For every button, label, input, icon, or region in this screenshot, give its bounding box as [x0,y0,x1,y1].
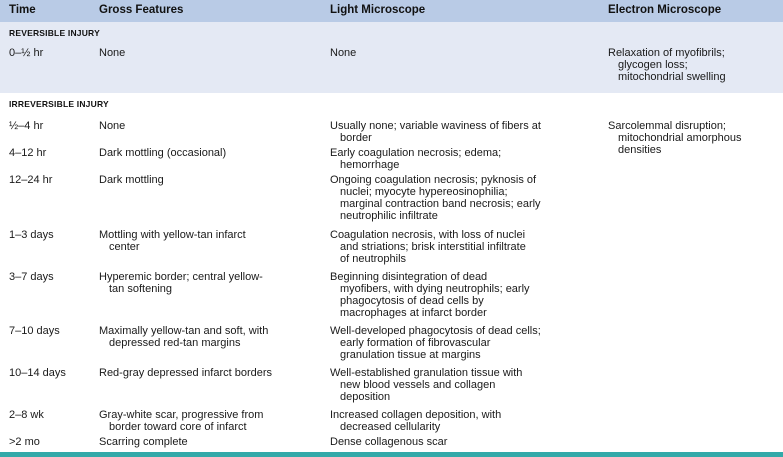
row-light: of neutrophils [340,253,407,265]
row-time: 4–12 hr [9,147,47,159]
row-light: macrophages at infarct border [340,307,487,319]
rev-electron-2: glycogen loss; [618,59,688,71]
row-gross: depressed red-tan margins [109,337,241,349]
row-light: hemorrhage [340,159,400,171]
row-light: and striations; brisk interstitial infiltrate [340,241,526,253]
row-gross: Hyperemic border; central yellow- [99,271,263,283]
row-gross: Maximally yellow-tan and soft, with [99,325,269,337]
rev-gross: None [99,47,126,59]
row-light: border [340,132,372,144]
row-time: ½–4 hr [9,120,44,132]
header-time: Time [9,4,36,16]
row-light: new blood vessels and collagen [340,379,496,391]
row-time: >2 mo [9,436,40,448]
row-gross: center [109,241,140,253]
header-light: Light Microscope [330,4,426,16]
row-light: Usually none; variable waviness of fibers at [330,120,541,132]
row-light: Well-developed phagocytosis of dead cells; [330,325,541,337]
row-light: early formation of fibrovascular [340,337,491,349]
row-time: 12–24 hr [9,174,53,186]
row-light: granulation tissue at margins [340,349,481,361]
header-electron: Electron Microscope [608,4,722,16]
row-light: deposition [340,391,391,403]
row-gross: Dark mottling [99,174,164,186]
rev-light: None [330,47,357,59]
row-light: Beginning disintegration of dead [330,271,488,283]
row-gross: Red-gray depressed infarct borders [99,367,273,379]
row-electron: mitochondrial amorphous [618,132,742,144]
row-light: marginal contraction band necrosis; early [340,198,541,210]
row-light: phagocytosis of dead cells by [340,295,484,307]
rev-electron-1: Relaxation of myofibrils; [608,47,725,59]
row-gross: Mottling with yellow-tan infarct [99,229,246,241]
row-light: Increased collagen deposition, with [330,409,502,421]
row-light: Coagulation necrosis, with loss of nuclei [330,229,526,241]
row-time: 2–8 wk [9,409,44,421]
row-gross: tan softening [109,283,172,295]
row-gross: None [99,120,126,132]
row-light: Ongoing coagulation necrosis; pyknosis of [330,174,537,186]
row-gross: Dark mottling (occasional) [99,147,227,159]
row-gross: Scarring complete [99,436,188,448]
rev-time: 0–½ hr [9,47,44,59]
row-light: Well-established granulation tissue with [330,367,523,379]
section-reversible: REVERSIBLE INJURY [9,28,100,38]
row-light: nuclei; myocyte hypereosinophilia; [340,186,508,198]
row-time: 3–7 days [9,271,54,283]
row-light: neutrophilic infiltrate [340,210,438,222]
row-time: 7–10 days [9,325,60,337]
rev-electron-3: mitochondrial swelling [618,71,726,83]
row-light: myofibers, with dying neutrophils; early [340,283,530,295]
row-gross: Gray-white scar, progressive from [99,409,264,421]
row-time: 10–14 days [9,367,66,379]
row-light: Dense collagenous scar [330,436,448,448]
header-gross: Gross Features [99,4,184,16]
row-electron: Sarcolemmal disruption; [608,120,726,132]
row-time: 1–3 days [9,229,54,241]
row-light: Early coagulation necrosis; edema; [330,147,502,159]
row-electron: densities [618,144,662,156]
bottom-accent-bar [0,452,783,457]
row-gross: border toward core of infarct [109,421,247,433]
section-irreversible: IRREVERSIBLE INJURY [9,99,109,109]
row-light: decreased cellularity [340,421,441,433]
table-header [0,0,783,22]
